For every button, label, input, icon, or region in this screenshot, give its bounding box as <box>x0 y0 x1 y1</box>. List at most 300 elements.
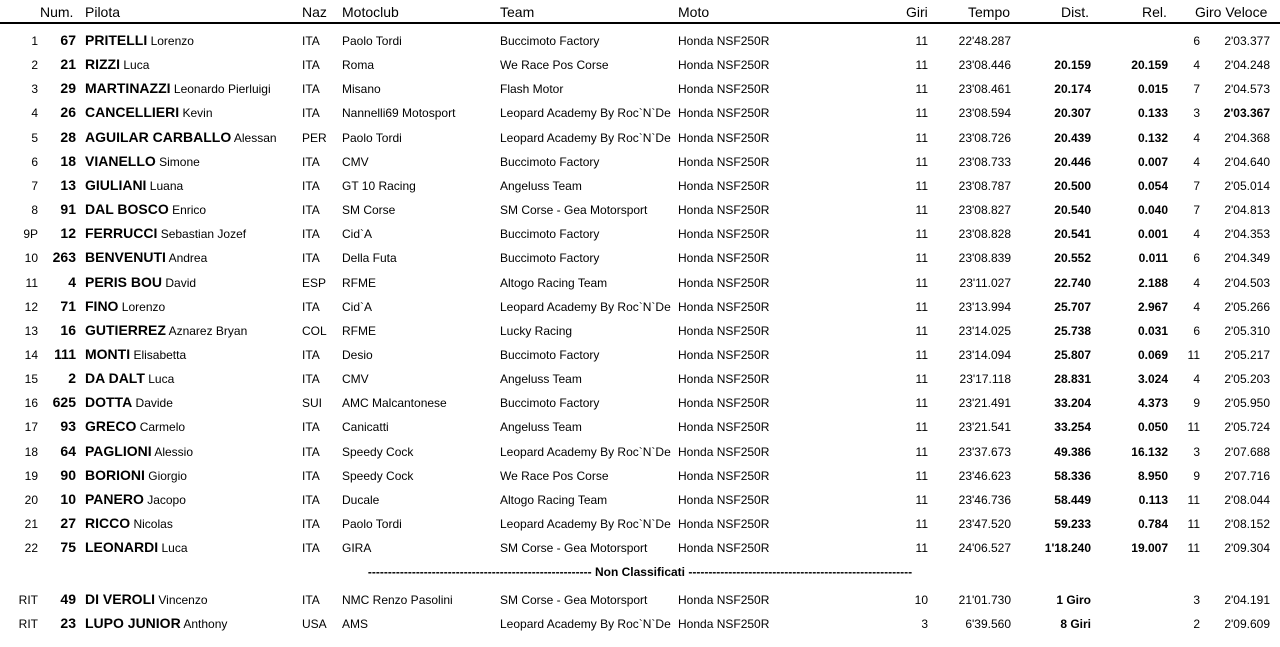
nation-cell: ITA <box>302 444 320 459</box>
nation-cell: ESP <box>302 275 327 290</box>
nation-cell: ITA <box>302 154 320 169</box>
fastest-lap-time-cell: 2'05.266 <box>1224 299 1270 314</box>
position-cell: 13 <box>24 323 38 338</box>
time-cell: 23'46.736 <box>958 492 1011 507</box>
moto-cell: Honda NSF250R <box>678 203 770 218</box>
rider-name-cell <box>85 298 297 314</box>
nation-cell: ITA <box>302 227 320 242</box>
nation-cell: ITA <box>302 34 320 48</box>
header-rel: Rel. <box>1142 4 1167 20</box>
time-cell: 23'11.027 <box>959 275 1011 290</box>
team-cell: Buccimoto Factory <box>500 227 600 242</box>
time-cell: 23'08.461 <box>958 82 1011 97</box>
fastest-lap-number-cell: 9 <box>1193 468 1200 483</box>
time-cell: 23'08.733 <box>958 154 1011 169</box>
motoclub-cell: Cid`A <box>342 227 373 242</box>
motoclub-cell: GIRA <box>342 541 372 556</box>
rider-name-cell <box>85 249 297 265</box>
relative-gap-cell: 0.015 <box>1137 82 1168 97</box>
time-cell: 23'14.094 <box>958 347 1011 362</box>
position-cell: RIT <box>18 593 38 607</box>
fastest-lap-time-cell: 2'09.609 <box>1224 617 1270 632</box>
rider-last-name: CANCELLIERI <box>85 104 180 121</box>
team-cell: Angeluss Team <box>500 178 582 193</box>
header-motoclub: Motoclub <box>342 4 399 20</box>
motoclub-cell: Speedy Cock <box>342 468 414 483</box>
motoclub-cell: NMC Renzo Pasolini <box>342 593 453 607</box>
time-cell: 23'08.446 <box>958 58 1011 73</box>
nation-cell: ITA <box>302 517 320 531</box>
position-cell: 7 <box>31 178 38 193</box>
moto-cell: Honda NSF250R <box>678 154 770 169</box>
position-cell: 15 <box>24 372 38 387</box>
header-pilota: Pilota <box>85 4 121 20</box>
rider-name-cell <box>85 129 297 145</box>
nation-cell: ITA <box>302 299 320 314</box>
rider-number-cell: 21 <box>60 56 76 73</box>
gap-cell: 20.446 <box>1054 154 1091 169</box>
moto-cell: Honda NSF250R <box>678 34 770 48</box>
nation-cell: ITA <box>302 541 320 556</box>
relative-gap-cell: 2.188 <box>1137 275 1168 290</box>
fastest-lap-time-cell: 2'05.014 <box>1224 178 1270 193</box>
fastest-lap-time-cell: 2'03.377 <box>1224 34 1270 48</box>
header-naz: Naz <box>302 4 327 20</box>
fastest-lap-number-cell: 11 <box>1187 492 1200 507</box>
relative-gap-cell: 0.132 <box>1137 130 1168 145</box>
gap-cell: 22.740 <box>1054 275 1091 290</box>
rider-last-name: GIULIANI <box>85 176 147 193</box>
relative-gap-cell: 0.054 <box>1137 178 1168 193</box>
motoclub-cell: AMC Malcantonese <box>342 396 447 411</box>
fastest-lap-time-cell: 2'04.349 <box>1224 251 1270 266</box>
table-row <box>0 342 1280 366</box>
fastest-lap-time-cell: 2'07.688 <box>1224 444 1270 459</box>
team-cell: Buccimoto Factory <box>500 154 600 169</box>
rider-number-cell: 2 <box>68 370 76 387</box>
table-row <box>0 463 1280 487</box>
time-cell: 23'08.827 <box>958 203 1011 218</box>
moto-cell: Honda NSF250R <box>678 372 770 387</box>
team-cell: Leopard Academy By Roc`N`De <box>500 617 671 632</box>
relative-gap-cell: 19.007 <box>1131 541 1168 556</box>
nation-cell: ITA <box>302 468 320 483</box>
laps-cell: 11 <box>915 468 928 483</box>
fastest-lap-time-cell: 2'08.152 <box>1224 517 1270 531</box>
rider-number-cell: 4 <box>68 273 76 290</box>
non-classificati-separator: -------------------------------------------------------- Non Classificati -------------------------------------------------------- <box>367 565 913 579</box>
rider-first-name: Luca <box>148 372 175 387</box>
laps-cell: 11 <box>915 58 928 73</box>
motoclub-cell: RFME <box>342 275 376 290</box>
rider-last-name: MARTINAZZI <box>85 80 171 97</box>
team-cell: Buccimoto Factory <box>500 396 600 411</box>
moto-cell: Honda NSF250R <box>678 227 770 242</box>
time-cell: 23'37.673 <box>958 444 1011 459</box>
table-row <box>0 318 1280 342</box>
rider-first-name: Enrico <box>172 203 207 218</box>
fastest-lap-number-cell: 3 <box>1193 593 1200 607</box>
moto-cell: Honda NSF250R <box>678 468 770 483</box>
position-cell: 17 <box>24 420 38 435</box>
fastest-lap-number-cell: 6 <box>1193 34 1200 48</box>
fastest-lap-number-cell: 11 <box>1187 347 1200 362</box>
time-cell: 23'08.839 <box>958 251 1011 266</box>
fastest-lap-number-cell: 7 <box>1193 82 1200 97</box>
rider-first-name: Jacopo <box>147 492 186 507</box>
table-row <box>0 587 1280 611</box>
rider-number-cell: 23 <box>60 615 76 632</box>
relative-gap-cell: 8.950 <box>1137 468 1168 483</box>
rider-last-name: BORIONI <box>85 466 145 483</box>
rider-number-cell: 93 <box>60 418 76 435</box>
rider-first-name: Giorgio <box>148 468 187 483</box>
fastest-lap-number-cell: 11 <box>1187 541 1200 556</box>
rider-first-name: Vincenzo <box>158 593 208 607</box>
fastest-lap-number-cell: 3 <box>1193 106 1200 121</box>
moto-cell: Honda NSF250R <box>678 593 770 607</box>
header-giri: Giri <box>906 4 928 20</box>
time-cell: 23'21.491 <box>958 396 1011 411</box>
rider-first-name: Nicolas <box>133 517 173 531</box>
rider-first-name: Luana <box>149 178 184 193</box>
table-row <box>0 149 1280 173</box>
rider-last-name: FERRUCCI <box>85 225 158 242</box>
fastest-lap-number-cell: 6 <box>1193 251 1200 266</box>
rider-name-cell <box>85 80 297 96</box>
nation-cell: ITA <box>302 420 320 435</box>
rider-name-cell <box>85 104 297 120</box>
rider-last-name: DAL BOSCO <box>85 201 169 218</box>
team-cell: SM Corse - Gea Motorsport <box>500 593 648 607</box>
time-cell: 24'06.527 <box>958 541 1011 556</box>
gap-cell: 25.807 <box>1054 347 1091 362</box>
team-cell: Buccimoto Factory <box>500 251 600 266</box>
rider-number-cell: 111 <box>54 345 76 362</box>
position-cell: 20 <box>24 492 38 507</box>
rider-name-cell <box>85 539 297 555</box>
time-cell: 23'13.994 <box>958 299 1011 314</box>
rider-last-name: DOTTA <box>85 394 133 411</box>
laps-cell: 11 <box>915 154 928 169</box>
gap-cell: 25.738 <box>1054 323 1091 338</box>
gap-cell: 58.449 <box>1054 492 1091 507</box>
position-cell: RIT <box>18 617 38 632</box>
rider-name-cell <box>85 153 297 169</box>
fastest-lap-number-cell: 3 <box>1193 444 1200 459</box>
table-row <box>0 270 1280 294</box>
position-cell: 2 <box>31 58 38 73</box>
team-cell: Buccimoto Factory <box>500 34 600 48</box>
nation-cell: PER <box>302 130 327 145</box>
table-row <box>0 100 1280 124</box>
nation-cell: USA <box>302 617 327 632</box>
time-cell: 23'47.520 <box>958 517 1011 531</box>
relative-gap-cell: 0.784 <box>1137 517 1168 531</box>
rider-last-name: PERIS BOU <box>85 273 163 290</box>
fastest-lap-number-cell: 11 <box>1187 420 1200 435</box>
table-row <box>0 28 1280 52</box>
gap-cell: 20.307 <box>1054 106 1091 121</box>
rider-number-cell: 90 <box>60 466 76 483</box>
rider-name-cell <box>85 394 297 410</box>
rider-last-name: DA DALT <box>85 370 145 387</box>
rider-first-name: Luca <box>123 58 150 73</box>
position-cell: 19 <box>24 468 38 483</box>
fastest-lap-time-cell: 2'04.640 <box>1224 154 1270 169</box>
rider-number-cell: 26 <box>60 104 76 121</box>
fastest-lap-number-cell: 9 <box>1193 396 1200 411</box>
position-cell: 3 <box>31 82 38 97</box>
rider-last-name: PRITELLI <box>85 32 148 48</box>
fastest-lap-time-cell: 2'04.368 <box>1224 130 1270 145</box>
position-cell: 11 <box>25 275 38 290</box>
time-cell: 23'08.726 <box>958 130 1011 145</box>
motoclub-cell: Paolo Tordi <box>342 34 402 48</box>
rider-name-cell <box>85 346 297 362</box>
rider-number-cell: 16 <box>60 321 76 338</box>
rider-name-cell <box>85 56 297 72</box>
team-cell: Leopard Academy By Roc`N`De <box>500 130 671 145</box>
laps-cell: 11 <box>915 347 928 362</box>
gap-cell: 20.552 <box>1054 251 1091 266</box>
nation-cell: ITA <box>302 203 320 218</box>
fastest-lap-number-cell: 4 <box>1193 275 1200 290</box>
gap-cell: 20.159 <box>1054 58 1091 73</box>
fastest-lap-number-cell: 2 <box>1193 617 1200 632</box>
laps-cell: 11 <box>915 130 928 145</box>
rider-last-name: LEONARDI <box>85 539 159 556</box>
moto-cell: Honda NSF250R <box>678 617 770 632</box>
moto-cell: Honda NSF250R <box>678 492 770 507</box>
rider-first-name: Luca <box>161 541 188 556</box>
motoclub-cell: Paolo Tordi <box>342 517 402 531</box>
table-row <box>0 221 1280 245</box>
moto-cell: Honda NSF250R <box>678 58 770 73</box>
team-cell: Altogo Racing Team <box>500 275 608 290</box>
fastest-lap-time-cell: 2'03.367 <box>1223 106 1270 121</box>
gap-cell: 20.541 <box>1054 227 1091 242</box>
table-row <box>0 414 1280 438</box>
fastest-lap-time-cell: 2'04.353 <box>1224 227 1270 242</box>
fastest-lap-time-cell: 2'05.310 <box>1224 323 1270 338</box>
laps-cell: 10 <box>914 593 928 607</box>
rider-number-cell: 13 <box>60 176 76 193</box>
relative-gap-cell: 3.024 <box>1137 372 1168 387</box>
table-row <box>0 487 1280 511</box>
rider-name-cell <box>85 515 297 531</box>
laps-cell: 11 <box>915 372 928 387</box>
rider-first-name: Elisabetta <box>133 347 187 362</box>
rider-last-name: GUTIERREZ <box>85 321 166 338</box>
laps-cell: 11 <box>915 275 928 290</box>
rider-first-name: Kevin <box>182 106 213 121</box>
rider-first-name: Alessan <box>233 130 277 145</box>
rider-last-name: FINO <box>85 297 119 314</box>
fastest-lap-number-cell: 4 <box>1193 154 1200 169</box>
gap-cell: 20.540 <box>1054 203 1091 218</box>
rider-first-name: Lorenzo <box>150 34 194 48</box>
fastest-lap-number-cell: 6 <box>1193 323 1200 338</box>
relative-gap-cell: 0.031 <box>1137 323 1168 338</box>
rider-last-name: RICCO <box>85 515 131 531</box>
team-cell: Leopard Academy By Roc`N`De <box>500 444 671 459</box>
gap-cell: 33.204 <box>1054 396 1091 411</box>
rider-first-name: Andrea <box>168 251 208 266</box>
position-cell: 1 <box>31 34 38 48</box>
relative-gap-cell: 20.159 <box>1131 58 1168 73</box>
fastest-lap-number-cell: 4 <box>1193 227 1200 242</box>
fastest-lap-number-cell: 4 <box>1193 372 1200 387</box>
gap-cell: 58.336 <box>1054 468 1091 483</box>
gap-cell: 20.500 <box>1054 178 1091 193</box>
header-num: Num. <box>40 4 74 20</box>
fastest-lap-number-cell: 4 <box>1193 58 1200 73</box>
table-row <box>0 245 1280 269</box>
gap-cell: 33.254 <box>1054 420 1091 435</box>
rider-last-name: DI VEROLI <box>85 591 156 607</box>
nation-cell: COL <box>302 323 327 338</box>
nation-cell: ITA <box>302 106 320 121</box>
fastest-lap-time-cell: 2'04.573 <box>1224 82 1270 97</box>
moto-cell: Honda NSF250R <box>678 82 770 97</box>
rider-last-name: MONTI <box>85 345 131 362</box>
rider-number-cell: 71 <box>60 297 76 314</box>
nation-cell: ITA <box>302 372 320 387</box>
gap-cell: 25.707 <box>1054 299 1091 314</box>
fastest-lap-time-cell: 2'08.044 <box>1224 492 1270 507</box>
team-cell: SM Corse - Gea Motorsport <box>500 541 648 556</box>
header-dist: Dist. <box>1061 4 1089 20</box>
rider-last-name: PAGLIONI <box>85 442 152 459</box>
laps-cell: 11 <box>915 251 928 266</box>
moto-cell: Honda NSF250R <box>678 517 770 531</box>
rider-first-name: Aznarez Bryan <box>168 323 248 338</box>
rider-last-name: LUPO JUNIOR <box>85 615 181 632</box>
table-row <box>0 76 1280 100</box>
nation-cell: ITA <box>302 593 320 607</box>
rider-name-cell <box>85 177 297 193</box>
laps-cell: 11 <box>915 396 928 411</box>
laps-cell: 11 <box>915 444 928 459</box>
position-cell: 16 <box>24 396 38 411</box>
motoclub-cell: Roma <box>342 58 375 73</box>
laps-cell: 11 <box>915 323 928 338</box>
rider-last-name: BENVENUTI <box>85 249 166 266</box>
moto-cell: Honda NSF250R <box>678 347 770 362</box>
motoclub-cell: Cid`A <box>342 299 373 314</box>
team-cell: Lucky Racing <box>500 323 573 338</box>
time-cell: 23'08.594 <box>958 106 1011 121</box>
rider-name-cell <box>85 370 297 386</box>
fastest-lap-time-cell: 2'04.191 <box>1224 593 1270 607</box>
rider-first-name: Carmelo <box>139 420 186 435</box>
table-row <box>0 52 1280 76</box>
rider-name-cell <box>85 615 297 631</box>
position-cell: 14 <box>24 347 38 362</box>
moto-cell: Honda NSF250R <box>678 323 770 338</box>
relative-gap-cell: 4.373 <box>1137 396 1168 411</box>
fastest-lap-time-cell: 2'09.304 <box>1224 541 1270 556</box>
relative-gap-cell: 0.007 <box>1137 154 1168 169</box>
position-cell: 5 <box>31 130 38 145</box>
motoclub-cell: Canicatti <box>342 420 389 435</box>
fastest-lap-number-cell: 4 <box>1193 299 1200 314</box>
motoclub-cell: Nannelli69 Motosport <box>342 106 456 121</box>
motoclub-cell: CMV <box>342 372 369 387</box>
rider-name-cell <box>85 418 297 434</box>
fastest-lap-number-cell: 11 <box>1187 517 1200 531</box>
laps-cell: 11 <box>915 227 928 242</box>
fastest-lap-time-cell: 2'05.203 <box>1224 372 1270 387</box>
laps-cell: 3 <box>921 617 928 632</box>
rider-last-name: VIANELLO <box>85 152 156 169</box>
moto-cell: Honda NSF250R <box>678 130 770 145</box>
relative-gap-cell: 0.050 <box>1137 420 1168 435</box>
team-cell: Leopard Academy By Roc`N`De <box>500 517 671 531</box>
rider-number-cell: 29 <box>60 80 76 97</box>
team-cell: Leopard Academy By Roc`N`De <box>500 106 671 121</box>
moto-cell: Honda NSF250R <box>678 299 770 314</box>
fastest-lap-number-cell: 4 <box>1193 130 1200 145</box>
rider-number-cell: 75 <box>60 539 76 556</box>
gap-cell: 1'18.240 <box>1044 541 1091 556</box>
rider-number-cell: 263 <box>52 249 76 266</box>
table-row <box>0 173 1280 197</box>
rider-first-name: Leonardo Pierluigi <box>173 82 271 97</box>
motoclub-cell: Paolo Tordi <box>342 130 402 145</box>
rider-first-name: Alessio <box>154 444 193 459</box>
motoclub-cell: Misano <box>342 82 381 97</box>
table-row <box>0 197 1280 221</box>
gap-cell: 28.831 <box>1054 372 1091 387</box>
rider-first-name: Sebastian Jozef <box>160 227 247 242</box>
motoclub-cell: Della Futa <box>342 251 397 266</box>
team-cell: Buccimoto Factory <box>500 347 600 362</box>
gap-cell: 59.233 <box>1054 517 1091 531</box>
fastest-lap-time-cell: 2'04.248 <box>1224 58 1270 73</box>
position-cell: 9P <box>23 227 38 242</box>
gap-cell: 1 Giro <box>1056 593 1091 607</box>
position-cell: 22 <box>24 541 38 556</box>
rider-last-name: PANERO <box>85 490 144 507</box>
position-cell: 8 <box>31 203 38 218</box>
relative-gap-cell: 0.011 <box>1138 251 1168 266</box>
fastest-lap-number-cell: 7 <box>1193 203 1200 218</box>
table-row <box>0 439 1280 463</box>
moto-cell: Honda NSF250R <box>678 106 770 121</box>
rider-name-cell <box>85 201 297 217</box>
gap-cell: 20.439 <box>1054 130 1091 145</box>
time-cell: 22'48.287 <box>958 34 1011 48</box>
position-cell: 12 <box>24 299 38 314</box>
laps-cell: 11 <box>915 34 928 48</box>
relative-gap-cell: 0.040 <box>1137 203 1168 218</box>
nation-cell: ITA <box>302 492 320 507</box>
header-team: Team <box>500 4 535 20</box>
team-cell: Altogo Racing Team <box>500 492 608 507</box>
header-giro-veloce: Giro Veloce <box>1195 4 1268 20</box>
fastest-lap-time-cell: 2'04.503 <box>1224 275 1270 290</box>
nation-cell: ITA <box>302 347 320 362</box>
rider-first-name: Lorenzo <box>121 299 166 314</box>
time-cell: 23'14.025 <box>958 323 1011 338</box>
time-cell: 23'08.787 <box>958 178 1011 193</box>
rider-last-name: GRECO <box>85 418 137 435</box>
table-row <box>0 511 1280 535</box>
rider-first-name: Simone <box>159 154 200 169</box>
rider-name-cell <box>85 32 297 48</box>
